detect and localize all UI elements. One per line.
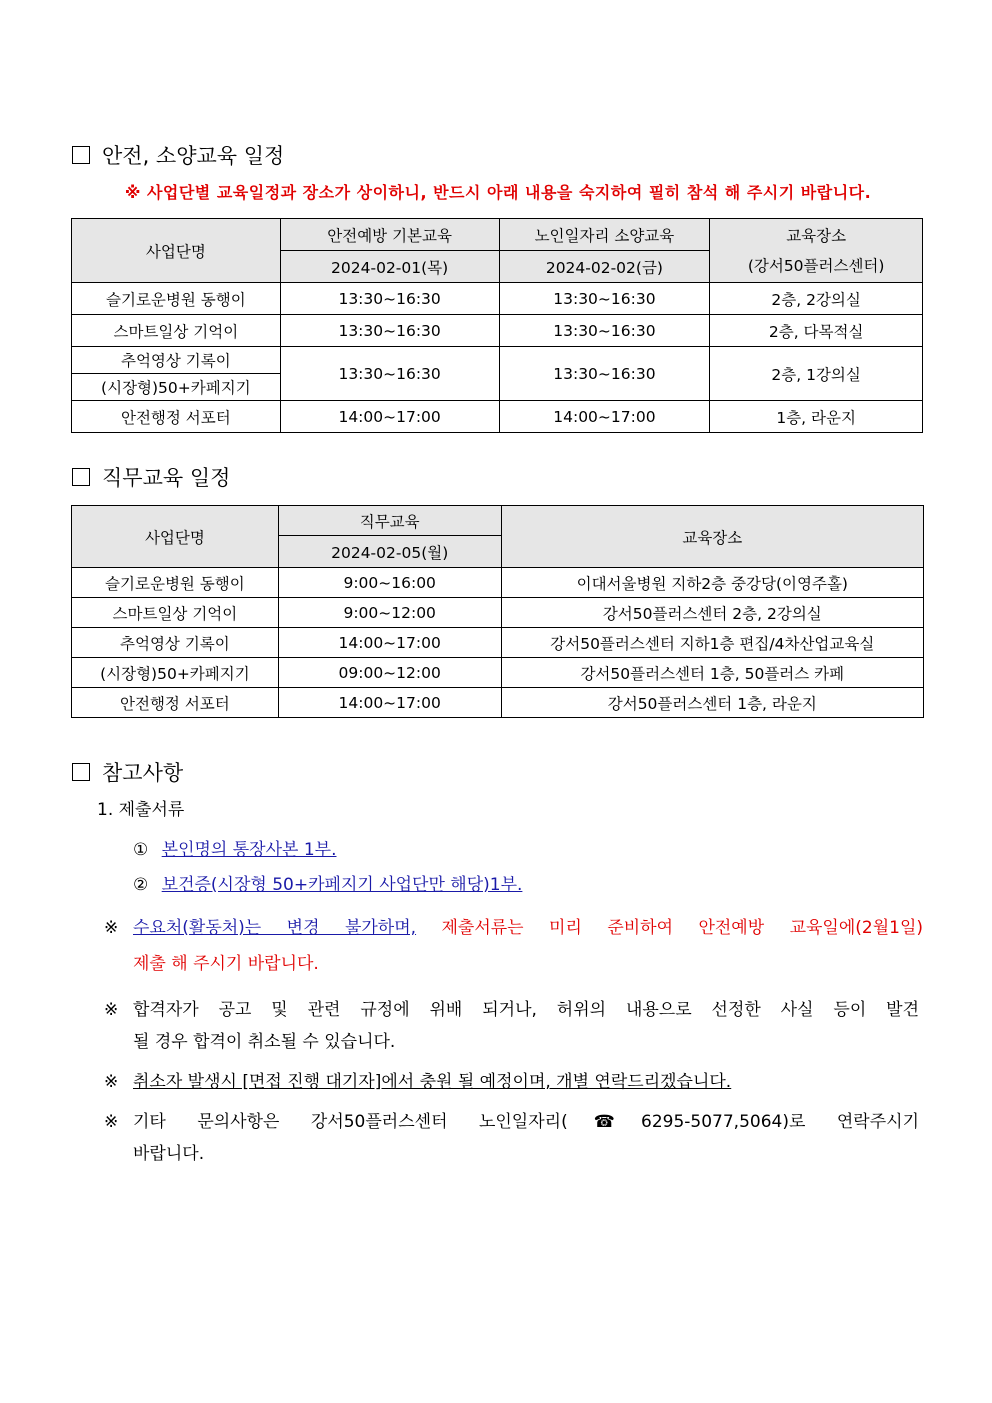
section-title-text: 직무교육 일정	[102, 466, 231, 490]
safety-education-table	[71, 218, 923, 433]
table-cell-place: 2층, 1강의실	[710, 347, 923, 401]
table-cell-place: 2층, 다목적실	[710, 315, 923, 347]
header-org: 사업단명	[72, 219, 281, 283]
circled-number: ②	[133, 875, 149, 895]
table-cell-time: 14:00~17:00	[278, 688, 501, 718]
doc-item-2	[133, 870, 522, 900]
header-org: 사업단명	[72, 506, 279, 568]
note-mark: ※	[104, 1000, 119, 1020]
checkbox-square-icon	[72, 763, 90, 781]
note-1-line1	[133, 913, 923, 943]
header-place-line2: (강서50플러스센터)	[747, 256, 885, 275]
circled-number: ①	[133, 840, 149, 860]
note-4-line1: 기타 문의사항은 강서50플러스센터 노인일자리(☎6295-5077,5064)로 연락주시기	[133, 1112, 919, 1132]
table-cell-time: 14:00~17:00	[499, 401, 710, 433]
table-cell-time: 13:30~16:30	[499, 315, 710, 347]
header-place	[710, 219, 923, 283]
table-cell-time: 14:00~17:00	[278, 628, 501, 658]
table-cell-place: 강서50플러스센터 1층, 라운지	[501, 688, 923, 718]
checkbox-square-icon	[72, 468, 90, 486]
table-cell-org: 스마트일상 기억이	[72, 598, 279, 628]
table-cell-org: 안전행정 서포터	[72, 401, 281, 433]
section-title-notes	[72, 757, 183, 787]
table-cell-org: 슬기로운병원 동행이	[72, 283, 281, 315]
header-job-date: 2024-02-05(월)	[278, 536, 501, 568]
table-cell-time: 13:30~16:30	[280, 315, 499, 347]
section-title-text: 안전, 소양교육 일정	[102, 144, 285, 168]
section-title-text: 참고사항	[102, 761, 184, 785]
table-cell-place: 1층, 라운지	[710, 401, 923, 433]
header-place: 교육장소	[501, 506, 923, 568]
note-mark: ※	[104, 1112, 119, 1132]
header-culture: 노인일자리 소양교육	[499, 219, 710, 251]
table-cell-org: 스마트일상 기억이	[72, 315, 281, 347]
table-cell-time: 9:00~16:00	[278, 568, 501, 598]
table-cell-org: 슬기로운병원 동행이	[72, 568, 279, 598]
table-cell-place: 강서50플러스센터 1층, 50플러스 카페	[501, 658, 923, 688]
note-mark: ※	[104, 1072, 119, 1092]
item-submit-docs: 1. 제출서류	[97, 800, 185, 820]
table-cell-time: 13:30~16:30	[280, 283, 499, 315]
doc-item-1	[133, 835, 336, 865]
table-cell-place: 이대서울병원 지하2층 중강당(이영주홀)	[501, 568, 923, 598]
note-2-line2: 될 경우 합격이 취소될 수 있습니다.	[133, 1032, 396, 1052]
note-4-line2: 바랍니다.	[133, 1144, 205, 1164]
checkbox-square-icon	[72, 146, 90, 164]
table-cell-time: 14:00~17:00	[280, 401, 499, 433]
job-education-table	[71, 505, 924, 718]
note-2-line1: 합격자가 공고 및 관련 규정에 위배 되거나, 허위의 내용으로 선정한 사실 등이 발견	[133, 1000, 919, 1020]
table-cell-org: (시장형)50+카페지기	[72, 658, 279, 688]
table-cell-place: 2층, 2강의실	[710, 283, 923, 315]
note-1-warning: 수요처(활동처)는 변경 불가하며,	[133, 918, 417, 938]
table-cell-place: 강서50플러스센터 지하1층 편집/4차산업교육실	[501, 628, 923, 658]
table-cell-org: (시장형)50+카페지기	[72, 374, 281, 401]
table-cell-time: 13:30~16:30	[499, 283, 710, 315]
table-cell-org: 안전행정 서포터	[72, 688, 279, 718]
header-basic: 안전예방 기본교육	[280, 219, 499, 251]
section-title-job	[72, 462, 230, 492]
header-basic-date: 2024-02-01(목)	[280, 251, 499, 283]
header-culture-date: 2024-02-02(금)	[499, 251, 710, 283]
note-1-instruction: 제출서류는 미리 준비하여 안전예방 교육일에(2월1일)	[416, 918, 924, 938]
table-cell-time: 13:30~16:30	[499, 347, 710, 401]
note-3-text: 취소자 발생시 [면접 진행 대기자]에서 충원 될 예정이며, 개별 연락드리겠습니다.	[133, 1072, 732, 1092]
header-place-line1: 교육장소	[786, 226, 847, 245]
table-cell-place: 강서50플러스센터 2층, 2강의실	[501, 598, 923, 628]
table-cell-time: 13:30~16:30	[280, 347, 499, 401]
header-job: 직무교육	[278, 506, 501, 536]
section-title-safety	[72, 140, 284, 170]
note-mark: ※	[104, 918, 119, 938]
note-1-line2: 제출 해 주시기 바랍니다.	[133, 954, 319, 974]
table-cell-org: 추억영상 기록이	[72, 347, 281, 374]
table-cell-org: 추억영상 기록이	[72, 628, 279, 658]
doc-item-text: 본인명의 통장사본 1부.	[161, 840, 337, 860]
table-cell-time: 9:00~12:00	[278, 598, 501, 628]
notice-text: ※ 사업단별 교육일정과 장소가 상이하니, 반드시 아래 내용을 숙지하여 필히 참석 해 주시기 바랍니다.	[124, 183, 872, 202]
doc-item-text: 보건증(시장형 50+카페지기 사업단만 해당)1부.	[161, 875, 523, 895]
table-cell-time: 09:00~12:00	[278, 658, 501, 688]
